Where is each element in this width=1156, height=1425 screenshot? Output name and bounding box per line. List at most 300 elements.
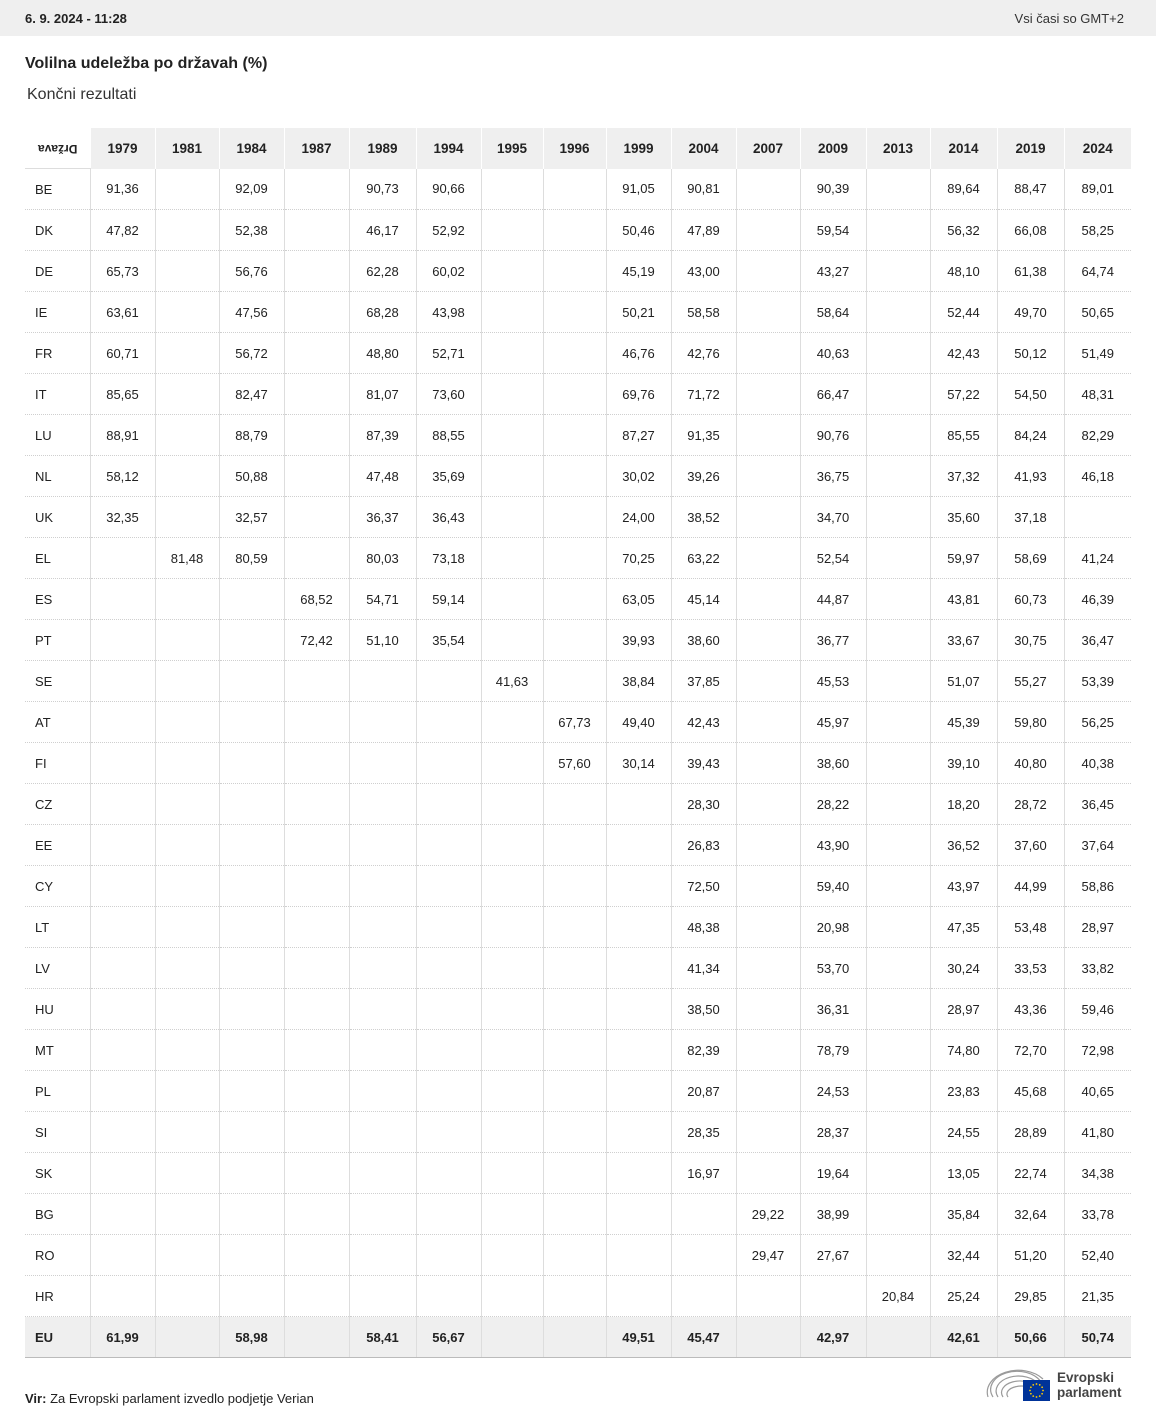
turnout-cell — [219, 1030, 284, 1071]
turnout-cell — [416, 1030, 481, 1071]
turnout-cell: 40,63 — [800, 333, 866, 374]
turnout-cell: 46,39 — [1064, 579, 1131, 620]
turnout-cell: 36,52 — [930, 825, 997, 866]
turnout-cell: 42,43 — [930, 333, 997, 374]
flag-star-icon — [1041, 1393, 1043, 1395]
turnout-cell — [219, 948, 284, 989]
flag-star-icon — [1032, 1384, 1034, 1386]
turnout-cell — [543, 251, 606, 292]
turnout-cell: 58,69 — [997, 538, 1064, 579]
turnout-cell: 35,69 — [416, 456, 481, 497]
turnout-cell: 47,35 — [930, 907, 997, 948]
turnout-cell — [219, 579, 284, 620]
turnout-cell — [155, 1276, 219, 1317]
turnout-cell — [481, 784, 543, 825]
turnout-cell: 37,64 — [1064, 825, 1131, 866]
turnout-cell: 57,60 — [543, 743, 606, 784]
turnout-cell — [736, 948, 800, 989]
table-row — [25, 702, 1131, 743]
country-code-cell: CZ — [25, 784, 90, 825]
turnout-cell — [155, 825, 219, 866]
flag-star-icon — [1039, 1384, 1041, 1386]
turnout-cell — [736, 784, 800, 825]
turnout-cell — [481, 989, 543, 1030]
turnout-cell: 54,50 — [997, 374, 1064, 415]
turnout-cell — [416, 825, 481, 866]
turnout-cell — [543, 866, 606, 907]
turnout-cell — [90, 538, 155, 579]
column-header-year[interactable]: 1989 — [349, 128, 416, 169]
turnout-cell: 41,63 — [481, 661, 543, 702]
turnout-cell — [481, 1235, 543, 1276]
turnout-cell — [543, 1030, 606, 1071]
turnout-cell: 39,93 — [606, 620, 671, 661]
turnout-cell — [866, 374, 930, 415]
turnout-cell: 45,39 — [930, 702, 997, 743]
turnout-cell: 90,73 — [349, 169, 416, 210]
turnout-cell: 51,10 — [349, 620, 416, 661]
turnout-cell — [219, 620, 284, 661]
turnout-cell — [416, 866, 481, 907]
turnout-cell — [90, 989, 155, 1030]
country-code-cell: IE — [25, 292, 90, 333]
turnout-cell — [155, 497, 219, 538]
table-row — [25, 415, 1131, 456]
turnout-cell — [736, 1112, 800, 1153]
turnout-cell — [90, 702, 155, 743]
table-row — [25, 210, 1131, 251]
column-header-year[interactable]: 1984 — [219, 128, 284, 169]
turnout-cell — [543, 1153, 606, 1194]
turnout-cell — [155, 1317, 219, 1358]
turnout-cell — [543, 1235, 606, 1276]
turnout-cell — [284, 456, 349, 497]
turnout-cell — [284, 1030, 349, 1071]
turnout-cell: 68,52 — [284, 579, 349, 620]
country-code-cell: BE — [25, 169, 90, 210]
turnout-cell: 50,21 — [606, 292, 671, 333]
turnout-cell: 36,45 — [1064, 784, 1131, 825]
column-header-year[interactable]: 2024 — [1064, 128, 1131, 169]
turnout-cell — [866, 866, 930, 907]
column-header-year[interactable]: 2004 — [671, 128, 736, 169]
column-header-year[interactable]: 2019 — [997, 128, 1064, 169]
turnout-cell — [543, 333, 606, 374]
turnout-cell: 81,07 — [349, 374, 416, 415]
country-code-cell: SK — [25, 1153, 90, 1194]
country-code-cell: IT — [25, 374, 90, 415]
column-header-year[interactable]: 1994 — [416, 128, 481, 169]
turnout-cell: 36,31 — [800, 989, 866, 1030]
turnout-cell — [866, 497, 930, 538]
turnout-cell — [284, 169, 349, 210]
turnout-cell — [866, 702, 930, 743]
turnout-cell: 74,80 — [930, 1030, 997, 1071]
turnout-cell: 43,81 — [930, 579, 997, 620]
turnout-cell: 27,67 — [800, 1235, 866, 1276]
turnout-cell — [155, 292, 219, 333]
table-row — [25, 456, 1131, 497]
turnout-cell: 52,71 — [416, 333, 481, 374]
column-header-year[interactable]: 1987 — [284, 128, 349, 169]
turnout-cell: 58,86 — [1064, 866, 1131, 907]
top-bar — [0, 0, 1156, 36]
turnout-cell: 37,18 — [997, 497, 1064, 538]
turnout-cell: 91,36 — [90, 169, 155, 210]
turnout-cell: 60,73 — [997, 579, 1064, 620]
turnout-cell: 50,46 — [606, 210, 671, 251]
turnout-cell — [219, 866, 284, 907]
country-code-cell: PT — [25, 620, 90, 661]
table-row — [25, 169, 1131, 210]
turnout-cell: 28,37 — [800, 1112, 866, 1153]
turnout-cell: 42,61 — [930, 1317, 997, 1358]
column-header-year[interactable]: 1981 — [155, 128, 219, 169]
column-header-country[interactable]: Država — [25, 128, 90, 169]
turnout-cell: 36,43 — [416, 497, 481, 538]
turnout-cell — [219, 1235, 284, 1276]
turnout-cell: 61,38 — [997, 251, 1064, 292]
turnout-cell — [481, 1194, 543, 1235]
turnout-cell — [284, 866, 349, 907]
turnout-cell — [284, 784, 349, 825]
turnout-cell: 56,67 — [416, 1317, 481, 1358]
turnout-cell — [90, 620, 155, 661]
turnout-cell: 89,64 — [930, 169, 997, 210]
turnout-cell: 85,55 — [930, 415, 997, 456]
turnout-cell: 67,73 — [543, 702, 606, 743]
turnout-cell: 80,03 — [349, 538, 416, 579]
turnout-cell — [349, 866, 416, 907]
source-label: Vir: — [25, 1391, 47, 1406]
turnout-cell: 45,68 — [997, 1071, 1064, 1112]
turnout-cell: 38,84 — [606, 661, 671, 702]
country-code-cell: SI — [25, 1112, 90, 1153]
table-row — [25, 866, 1131, 907]
turnout-cell — [155, 415, 219, 456]
flag-star-icon — [1036, 1396, 1038, 1398]
turnout-cell — [349, 661, 416, 702]
turnout-cell — [284, 333, 349, 374]
turnout-cell: 53,48 — [997, 907, 1064, 948]
turnout-cell — [606, 1276, 671, 1317]
turnout-cell: 38,99 — [800, 1194, 866, 1235]
turnout-cell: 69,76 — [606, 374, 671, 415]
turnout-cell: 32,44 — [930, 1235, 997, 1276]
column-header-year[interactable]: 1996 — [543, 128, 606, 169]
turnout-cell: 36,77 — [800, 620, 866, 661]
country-code-cell: BG — [25, 1194, 90, 1235]
turnout-cell — [349, 1153, 416, 1194]
turnout-cell — [866, 661, 930, 702]
turnout-cell: 60,02 — [416, 251, 481, 292]
turnout-cell: 46,18 — [1064, 456, 1131, 497]
turnout-cell: 59,54 — [800, 210, 866, 251]
turnout-cell: 66,08 — [997, 210, 1064, 251]
turnout-cell: 43,00 — [671, 251, 736, 292]
turnout-cell — [284, 825, 349, 866]
turnout-cell — [284, 702, 349, 743]
turnout-cell — [284, 1276, 349, 1317]
turnout-cell: 73,18 — [416, 538, 481, 579]
turnout-cell — [90, 1153, 155, 1194]
country-code-cell: EL — [25, 538, 90, 579]
turnout-cell — [606, 989, 671, 1030]
turnout-cell: 58,12 — [90, 456, 155, 497]
turnout-cell: 81,48 — [155, 538, 219, 579]
flag-star-icon — [1030, 1393, 1032, 1395]
turnout-cell — [155, 784, 219, 825]
turnout-cell — [866, 1317, 930, 1358]
turnout-cell: 52,44 — [930, 292, 997, 333]
turnout-cell: 24,55 — [930, 1112, 997, 1153]
turnout-cell — [155, 1194, 219, 1235]
turnout-cell — [606, 866, 671, 907]
flag-star-icon — [1042, 1390, 1044, 1392]
turnout-cell: 56,72 — [219, 333, 284, 374]
turnout-cell: 40,80 — [997, 743, 1064, 784]
turnout-cell: 56,76 — [219, 251, 284, 292]
turnout-cell — [736, 374, 800, 415]
turnout-cell — [90, 1194, 155, 1235]
turnout-cell — [284, 251, 349, 292]
table-row — [25, 825, 1131, 866]
turnout-cell: 35,54 — [416, 620, 481, 661]
turnout-cell — [90, 1030, 155, 1071]
turnout-cell — [736, 251, 800, 292]
turnout-cell: 43,97 — [930, 866, 997, 907]
table-row — [25, 989, 1131, 1030]
turnout-cell: 63,05 — [606, 579, 671, 620]
turnout-cell: 24,00 — [606, 497, 671, 538]
turnout-cell — [543, 948, 606, 989]
turnout-cell — [219, 661, 284, 702]
turnout-cell: 24,53 — [800, 1071, 866, 1112]
column-header-year[interactable]: 2009 — [800, 128, 866, 169]
turnout-cell: 28,72 — [997, 784, 1064, 825]
country-code-cell: UK — [25, 497, 90, 538]
table-row — [25, 784, 1131, 825]
turnout-cell — [866, 907, 930, 948]
turnout-cell: 47,89 — [671, 210, 736, 251]
column-header-year[interactable]: 1995 — [481, 128, 543, 169]
table-row — [25, 1194, 1131, 1235]
turnout-cell — [284, 1071, 349, 1112]
turnout-cell — [736, 415, 800, 456]
turnout-cell — [155, 374, 219, 415]
turnout-cell: 50,65 — [1064, 292, 1131, 333]
turnout-cell — [90, 948, 155, 989]
turnout-cell: 34,38 — [1064, 1153, 1131, 1194]
turnout-cell: 28,22 — [800, 784, 866, 825]
turnout-cell: 72,50 — [671, 866, 736, 907]
turnout-cell — [416, 1235, 481, 1276]
turnout-cell — [90, 1276, 155, 1317]
table-row — [25, 907, 1131, 948]
turnout-cell — [866, 1194, 930, 1235]
turnout-cell — [481, 866, 543, 907]
turnout-cell — [349, 1030, 416, 1071]
turnout-cell: 87,39 — [349, 415, 416, 456]
turnout-cell — [155, 620, 219, 661]
table-row — [25, 1071, 1131, 1112]
turnout-cell — [866, 1153, 930, 1194]
turnout-cell — [736, 333, 800, 374]
turnout-cell: 88,55 — [416, 415, 481, 456]
turnout-cell: 29,47 — [736, 1235, 800, 1276]
turnout-cell — [606, 948, 671, 989]
turnout-table — [25, 128, 1131, 1358]
turnout-cell — [416, 907, 481, 948]
country-code-cell: CY — [25, 866, 90, 907]
turnout-cell — [736, 1030, 800, 1071]
turnout-cell: 28,97 — [930, 989, 997, 1030]
country-code-cell: HU — [25, 989, 90, 1030]
turnout-cell — [866, 825, 930, 866]
turnout-cell: 21,35 — [1064, 1276, 1131, 1317]
turnout-cell — [219, 784, 284, 825]
turnout-cell: 62,28 — [349, 251, 416, 292]
turnout-cell — [543, 620, 606, 661]
turnout-cell — [543, 292, 606, 333]
turnout-cell: 72,42 — [284, 620, 349, 661]
turnout-cell: 30,24 — [930, 948, 997, 989]
table-row — [25, 1112, 1131, 1153]
turnout-cell: 45,14 — [671, 579, 736, 620]
turnout-cell — [481, 415, 543, 456]
turnout-cell — [866, 415, 930, 456]
turnout-cell — [481, 456, 543, 497]
turnout-cell: 25,24 — [930, 1276, 997, 1317]
source-text: Za Evropski parlament izvedlo podjetje Verian — [50, 1391, 314, 1406]
turnout-cell: 88,47 — [997, 169, 1064, 210]
turnout-cell — [866, 1030, 930, 1071]
turnout-cell — [736, 169, 800, 210]
turnout-cell — [416, 1276, 481, 1317]
turnout-cell — [866, 743, 930, 784]
turnout-cell — [866, 1112, 930, 1153]
country-code-cell: EE — [25, 825, 90, 866]
turnout-cell — [481, 538, 543, 579]
turnout-cell — [606, 907, 671, 948]
turnout-cell: 63,61 — [90, 292, 155, 333]
turnout-cell — [284, 989, 349, 1030]
turnout-cell — [219, 907, 284, 948]
turnout-cell: 91,35 — [671, 415, 736, 456]
turnout-cell — [481, 620, 543, 661]
turnout-cell — [543, 456, 606, 497]
turnout-cell — [155, 579, 219, 620]
turnout-cell — [606, 825, 671, 866]
turnout-cell — [606, 1194, 671, 1235]
column-header-year[interactable]: 1979 — [90, 128, 155, 169]
turnout-cell: 52,54 — [800, 538, 866, 579]
turnout-cell: 45,19 — [606, 251, 671, 292]
turnout-cell: 20,98 — [800, 907, 866, 948]
turnout-cell — [543, 497, 606, 538]
turnout-cell — [219, 743, 284, 784]
turnout-cell — [219, 1112, 284, 1153]
turnout-cell — [219, 702, 284, 743]
country-code-cell: LU — [25, 415, 90, 456]
column-header-year[interactable]: 2013 — [866, 128, 930, 169]
turnout-cell: 85,65 — [90, 374, 155, 415]
turnout-cell: 28,30 — [671, 784, 736, 825]
turnout-cell: 66,47 — [800, 374, 866, 415]
table-row — [25, 661, 1131, 702]
page-subtitle: Končni rezultati — [27, 86, 137, 103]
turnout-cell — [284, 907, 349, 948]
column-header-year[interactable]: 1999 — [606, 128, 671, 169]
column-header-year[interactable]: 2014 — [930, 128, 997, 169]
turnout-cell: 37,60 — [997, 825, 1064, 866]
turnout-cell: 38,60 — [671, 620, 736, 661]
turnout-cell — [219, 1276, 284, 1317]
turnout-cell — [543, 825, 606, 866]
turnout-cell: 32,57 — [219, 497, 284, 538]
turnout-cell: 48,31 — [1064, 374, 1131, 415]
turnout-cell: 20,84 — [866, 1276, 930, 1317]
turnout-cell: 84,24 — [997, 415, 1064, 456]
turnout-cell — [416, 989, 481, 1030]
turnout-cell — [284, 1112, 349, 1153]
country-code-cell: RO — [25, 1235, 90, 1276]
turnout-cell: 58,64 — [800, 292, 866, 333]
table-header-row — [25, 128, 1131, 169]
turnout-cell — [155, 1071, 219, 1112]
turnout-cell — [736, 702, 800, 743]
turnout-cell — [481, 210, 543, 251]
table-total-row — [25, 1317, 1131, 1358]
turnout-cell — [606, 1235, 671, 1276]
turnout-cell: 72,98 — [1064, 1030, 1131, 1071]
turnout-cell — [1064, 497, 1131, 538]
country-code-cell: NL — [25, 456, 90, 497]
turnout-cell: 48,10 — [930, 251, 997, 292]
column-header-year[interactable]: 2007 — [736, 128, 800, 169]
turnout-cell — [90, 579, 155, 620]
turnout-cell — [155, 251, 219, 292]
european-parliament-logo[interactable] — [985, 1367, 1122, 1403]
turnout-cell: 46,17 — [349, 210, 416, 251]
turnout-cell — [866, 1235, 930, 1276]
turnout-cell — [736, 1317, 800, 1358]
turnout-cell — [90, 866, 155, 907]
turnout-cell: 47,56 — [219, 292, 284, 333]
turnout-cell — [155, 1235, 219, 1276]
turnout-cell — [349, 1071, 416, 1112]
turnout-cell: 88,91 — [90, 415, 155, 456]
turnout-cell: 45,53 — [800, 661, 866, 702]
table-body — [25, 169, 1131, 1358]
turnout-cell: 64,74 — [1064, 251, 1131, 292]
turnout-cell — [543, 374, 606, 415]
turnout-cell — [219, 1071, 284, 1112]
turnout-cell — [481, 1112, 543, 1153]
turnout-cell — [736, 989, 800, 1030]
turnout-cell — [284, 1235, 349, 1276]
turnout-cell — [866, 989, 930, 1030]
turnout-cell: 92,09 — [219, 169, 284, 210]
turnout-cell — [866, 620, 930, 661]
turnout-cell — [543, 784, 606, 825]
turnout-cell: 53,39 — [1064, 661, 1131, 702]
turnout-cell: 59,40 — [800, 866, 866, 907]
turnout-cell — [90, 1071, 155, 1112]
turnout-cell: 33,78 — [1064, 1194, 1131, 1235]
country-code-cell: EU — [25, 1317, 90, 1358]
turnout-cell: 51,20 — [997, 1235, 1064, 1276]
